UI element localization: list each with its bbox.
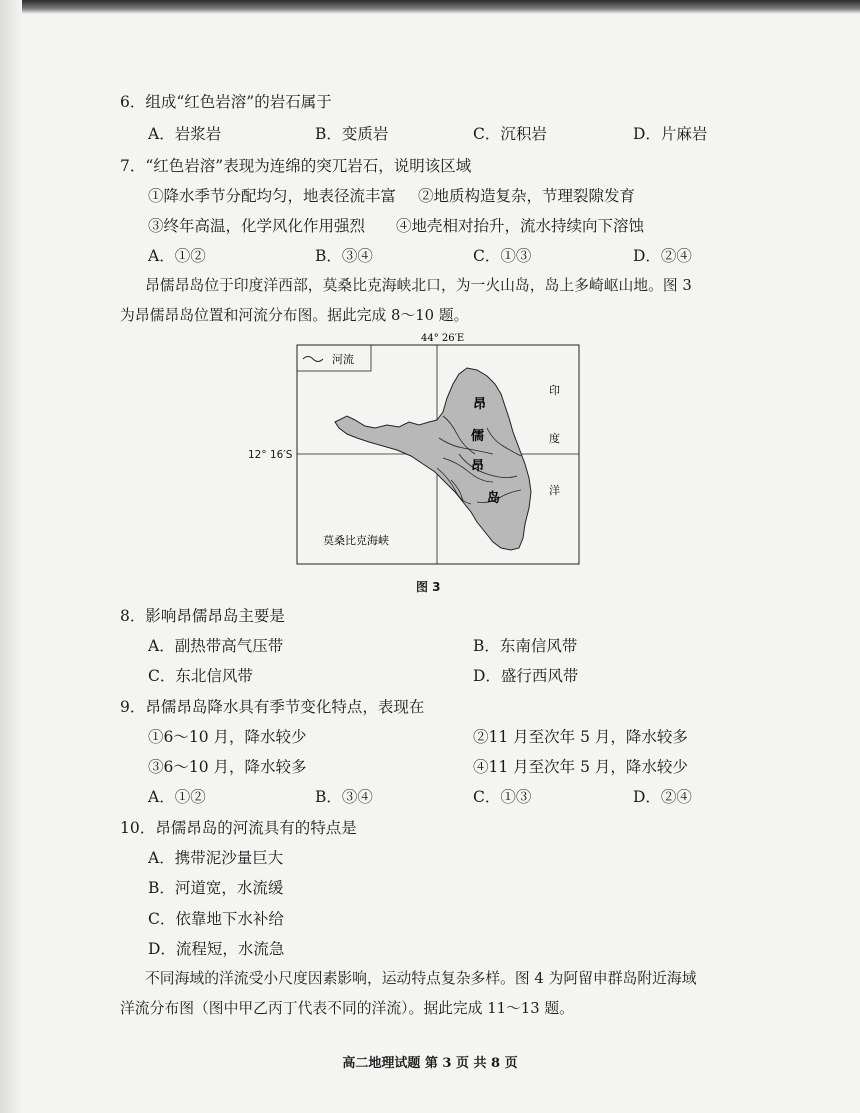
q7-option-c: C．①③ (473, 247, 532, 265)
longitude-label: 44° 26′E (421, 333, 465, 344)
intro1-line2: 为昂儒昂岛位置和河流分布图。据此完成 8～10 题。 (120, 307, 469, 324)
q7-option-a: A．①② (148, 247, 206, 265)
figure3-caption: 图 3 (416, 580, 441, 594)
q7-stem: 7．“红色岩溶”表现为连绵的突兀岩石，说明该区域 (120, 157, 472, 175)
scan-top-edge (0, 0, 860, 14)
page-footer: 高二地理试题 第 3 页 共 8 页 (342, 1056, 518, 1071)
svg-text:度: 度 (549, 432, 560, 445)
q6-option-a: A．岩浆岩 (148, 125, 222, 143)
ocean-label (549, 384, 560, 497)
intro2-line2: 洋流分布图（图中甲乙丙丁代表不同的洋流）。据此完成 11～13 题。 (120, 1000, 574, 1017)
q7-statement-1: ①降水季节分配均匀，地表径流丰富 (148, 187, 397, 205)
figure3-map (247, 332, 587, 572)
q7-statement-3: ③终年高温，化学风化作用强烈 (148, 217, 366, 235)
q6-option-d: D．片麻岩 (633, 125, 708, 143)
q8-option-c: C．东北信风带 (148, 667, 253, 685)
q7-option-d: D．②④ (633, 247, 692, 265)
q7-statement-2: ②地质构造复杂，节理裂隙发育 (418, 187, 636, 205)
q9-statement-3: ③6～10 月，降水较多 (148, 758, 307, 776)
q9-statement-1: ①6～10 月，降水较少 (148, 728, 307, 746)
q10-option-d: D．流程短，水流急 (148, 940, 285, 958)
q9-option-d: D．②④ (633, 788, 692, 806)
q9-statement-4: ④11 月至次年 5 月，降水较少 (473, 758, 688, 776)
q10-stem: 10．昂儒昂岛的河流具有的特点是 (120, 819, 357, 837)
scan-left-edge (0, 0, 22, 1113)
q9-option-b: B．③④ (315, 788, 373, 806)
island-shape (335, 368, 531, 550)
q10-option-c: C．依靠地下水补给 (148, 910, 284, 928)
svg-text:昂: 昂 (471, 459, 485, 474)
q8-option-a: A．副热带高气压带 (148, 637, 284, 655)
strait-label: 莫桑比克海峡 (323, 534, 389, 547)
svg-text:岛: 岛 (487, 491, 501, 506)
legend-river-symbol (303, 357, 323, 362)
q6-option-c: C．沉积岩 (473, 125, 547, 143)
q7-statement-4: ④地壳相对抬升，流水持续向下溶蚀 (396, 217, 645, 235)
q9-option-a: A．①② (148, 788, 206, 806)
svg-text:昂: 昂 (473, 397, 487, 412)
intro2-line1: 不同海域的洋流受小尺度因素影响，运动特点复杂多样。图 4 为阿留申群岛附近海域 (145, 970, 697, 987)
q9-option-c: C．①③ (473, 788, 532, 806)
q8-option-d: D．盛行西风带 (473, 667, 579, 685)
q10-option-b: B．河道宽，水流缓 (148, 879, 284, 897)
q7-option-b: B．③④ (315, 247, 373, 265)
svg-text:洋: 洋 (549, 484, 560, 497)
q8-option-b: B．东南信风带 (473, 637, 578, 655)
legend-label: 河流 (332, 353, 354, 366)
q6-option-b: B．变质岩 (315, 125, 389, 143)
q10-option-a: A．携带泥沙量巨大 (148, 849, 284, 867)
latitude-label: 12° 16′S (248, 449, 293, 461)
intro1-line1: 昂儒昂岛位于印度洋西部，莫桑比克海峡北口，为一火山岛，岛上多崎岖山地。图 3 (145, 277, 692, 294)
svg-text:儒: 儒 (471, 429, 485, 444)
q9-stem: 9．昂儒昂岛降水具有季节变化特点，表现在 (120, 698, 425, 716)
q8-stem: 8．影响昂儒昂岛主要是 (120, 607, 285, 625)
q6-stem: 6．组成“红色岩溶”的岩石属于 (120, 93, 332, 111)
svg-text:印: 印 (549, 384, 560, 397)
q9-statement-2: ②11 月至次年 5 月，降水较多 (473, 728, 688, 746)
